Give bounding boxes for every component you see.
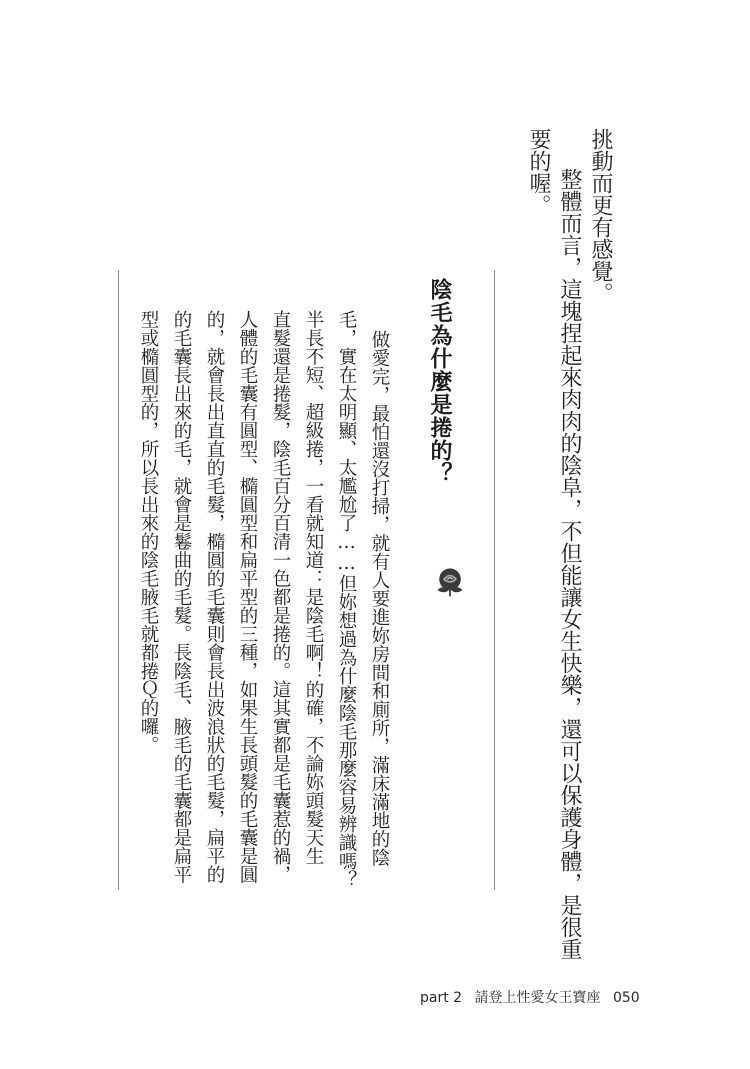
- paragraph-column: 的，就會長出直直的毛髮，橢圓的毛囊則會長出波浪狀的毛髮，扁平的: [204, 310, 225, 884]
- intro-text-block: [520, 128, 620, 960]
- text-column: 挑動而更有感覺。: [588, 128, 613, 304]
- footer-part-label: part 2: [420, 990, 463, 1006]
- paragraph-column: 人體的毛囊有圓型、橢圓型和扁平型的三種，如果生長頭髮的毛囊是圓: [237, 310, 258, 884]
- paragraph-column: 做愛完，最怕還沒打掃，就有人要進妳房間和廁所，滿床滿地的陰: [369, 330, 390, 867]
- page-number: 050: [612, 990, 640, 1006]
- paragraph-column: 直髮還是捲髮，陰毛百分百清一色都是捲的。這其實都是毛囊惹的禍，: [270, 310, 291, 884]
- section-body: [118, 270, 496, 890]
- text-column: 要的喔。: [526, 128, 551, 216]
- paragraph-column: 型或橢圓型的，所以長出來的陰毛腋毛就都捲Ｑ的囉。: [138, 310, 159, 754]
- paragraph-column: 毛，實在太明顯、太尷尬了……但妳想過為什麼陰毛那麼容易辨識嗎？: [336, 310, 357, 889]
- page-footer: [420, 987, 648, 1007]
- section-heading: 陰毛為什麼是捲的？: [427, 278, 452, 485]
- footer-chapter-title: 請登上性愛女王寶座: [474, 990, 601, 1006]
- rose-icon: [432, 563, 468, 599]
- paragraph-column: 半長不短、超級捲，一看就知道：是陰毛啊！的確，不論妳頭髮天生: [303, 310, 324, 865]
- text-column: 整體而言，這塊捏起來肉肉的陰阜，不但能讓女生快樂，還可以保護身體，是很重: [557, 168, 582, 960]
- paragraph-column: 的毛囊長出來的毛，就會是鬈曲的毛髮。長陰毛、腋毛的毛囊都是扁平: [171, 310, 192, 884]
